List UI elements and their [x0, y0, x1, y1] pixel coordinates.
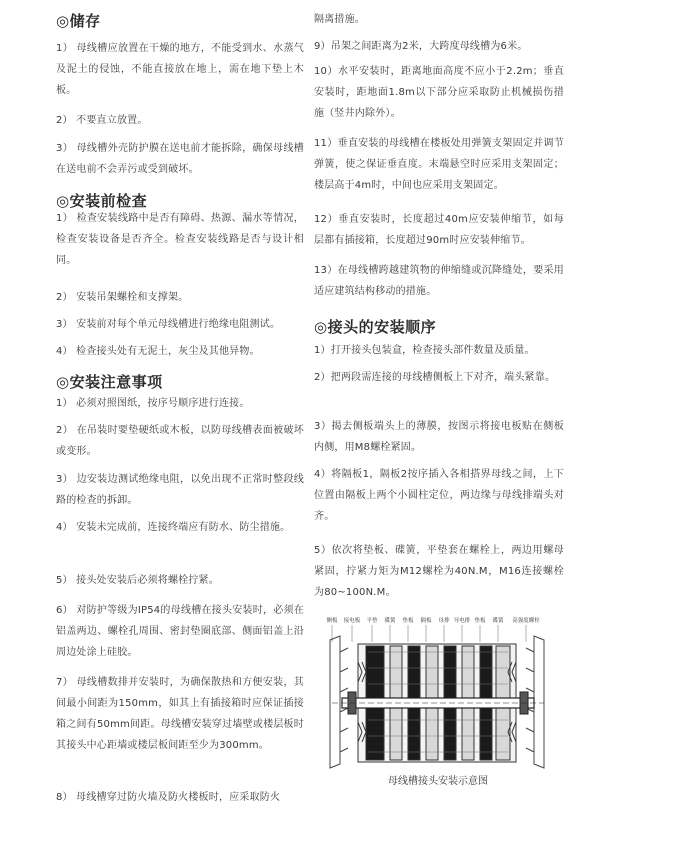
diagram-label: 导电排 [453, 618, 471, 624]
precheck-item-1: 1） 检查安装线路中是否有障碍、热源、漏水等情况，检查安装设备是否齐全。检查安装线路是否与设计相同。 [56, 213, 304, 266]
note-item-11: 11）垂直安装的母线槽在楼板处用弹簧支架固定并调节弹簧，使之保证垂直度。末端悬空时应采用支架固定；楼层高于4m时，中间也应采用支架固定。 [314, 138, 564, 191]
precheck-item-4: 4） 检查接头处有无泥土，灰尘及其他异物。 [56, 346, 260, 357]
note-item-8: 8） 母线槽穿过防火墙及防火楼板时，应采取防火 [56, 792, 281, 803]
diagram-label: 碟簧 [492, 618, 504, 624]
diagram-label: 接电板 [343, 618, 361, 624]
diagram-label: 垫板 [474, 618, 486, 624]
note-item-13: 13）在母线槽跨越建筑物的伸缩缝或沉降缝处，要采用适应建筑结构移动的措施。 [314, 265, 564, 297]
storage-item-1: 1） 母线槽应放置在干燥的地方，不能受到水、水蒸气及泥土的侵蚀，不能直接放在地上，需在地下垫上木板。 [56, 43, 304, 96]
storage-item-2: 2） 不要直立放置。 [56, 115, 148, 126]
joint-assembly-diagram [318, 612, 558, 790]
heading-notes: ◎安装注意事项 [56, 373, 163, 391]
diagram-label: 母排 [438, 618, 450, 624]
note-item-12: 12）垂直安装时，长度超过40m应安装伸缩节，如每层都有插接箱，长度超过90m时应安装伸缩节。 [314, 214, 564, 246]
joint-step-2: 2）把两段需连接的母线槽侧板上下对齐，端头紧靠。 [314, 372, 556, 383]
note-item-1: 1） 必须对照图纸，按序号顺序进行连接。 [56, 398, 250, 409]
diagram-label: 侧板 [326, 618, 338, 624]
joint-step-4: 4）将隔板1，隔板2按序插入各相搭界母线之间，上下位置由隔板上两个小圆柱定位，两边缘与母线排端头对齐。 [314, 469, 564, 522]
joint-step-1: 1）打开接头包装盒，检查接头部件数量及质量。 [314, 345, 535, 356]
heading-storage: ◎储存 [56, 12, 101, 30]
note-item-7: 7） 母线槽数排并安装时，为确保散热和方便安装，其间最小间距为150mm，如其上有插接箱时应保证插接箱之间有50mm间距。母线槽安装穿过墙壁或楼层板时其接头中心距墙或楼层板间距至少为300mm。 [56, 677, 304, 751]
diagram-label: 垫板 [402, 618, 414, 624]
precheck-item-2: 2） 安装吊架螺栓和支撑架。 [56, 292, 189, 303]
diagram-label: 高强度螺栓 [512, 618, 540, 624]
note-item-10: 10）水平安装时，距离地面高度不应小于2.2m；垂直安装时，距地面1.8m以下部分应采取防止机械损伤措施（竖井内除外）。 [314, 66, 564, 119]
note-item-4: 4） 安装未完成前，连接终端应有防水、防尘措施。 [56, 522, 291, 533]
diagram-label: 碟簧 [384, 618, 396, 624]
diagram-label-row [326, 616, 540, 624]
heading-joint: ◎接头的安装顺序 [314, 318, 437, 336]
diagram-label: 平垫 [366, 618, 378, 624]
diagram-label: 隔板 [420, 618, 432, 624]
note-item-8-cont: 隔离措施。 [314, 14, 365, 25]
note-item-9: 9）吊架之间距离为2米，大跨度母线槽为6米。 [314, 41, 528, 52]
diagram-caption: 母线槽接头安装示意图 [388, 776, 488, 787]
note-item-5: 5） 接头处安装后必须将螺栓拧紧。 [56, 575, 219, 586]
storage-item-3: 3） 母线槽外壳防护膜在送电前才能拆除，确保母线槽在送电前不会弄污或受到破坏。 [56, 143, 304, 175]
note-item-3: 3） 边安装边测试绝缘电阻，以免出现不正常时整段线路的检查的拆卸。 [56, 474, 304, 506]
joint-step-3: 3）揭去侧板端头上的薄膜，按图示将接电板贴在侧板内侧，用M8螺栓紧固。 [314, 421, 564, 453]
precheck-item-3: 3） 安装前对每个单元母线槽进行绝缘电阻测试。 [56, 319, 281, 330]
heading-precheck: ◎安装前检查 [56, 192, 148, 210]
joint-step-5: 5）依次将垫板、碟簧，平垫套在螺栓上，两边用螺母紧固，拧紧力矩为M12螺栓为40N.M，M16连接螺栓为80~100N.M。 [314, 545, 564, 598]
note-item-2: 2） 在吊装时要垫硬纸或木板，以防母线槽表面被破坏或变形。 [56, 425, 304, 457]
note-item-6: 6） 对防护等级为IP54的母线槽在接头安装时，必须在铝盖两边、螺栓孔周围、密封垫圈底部、侧面铝盖上沿周边处涂上硅胶。 [56, 605, 304, 658]
